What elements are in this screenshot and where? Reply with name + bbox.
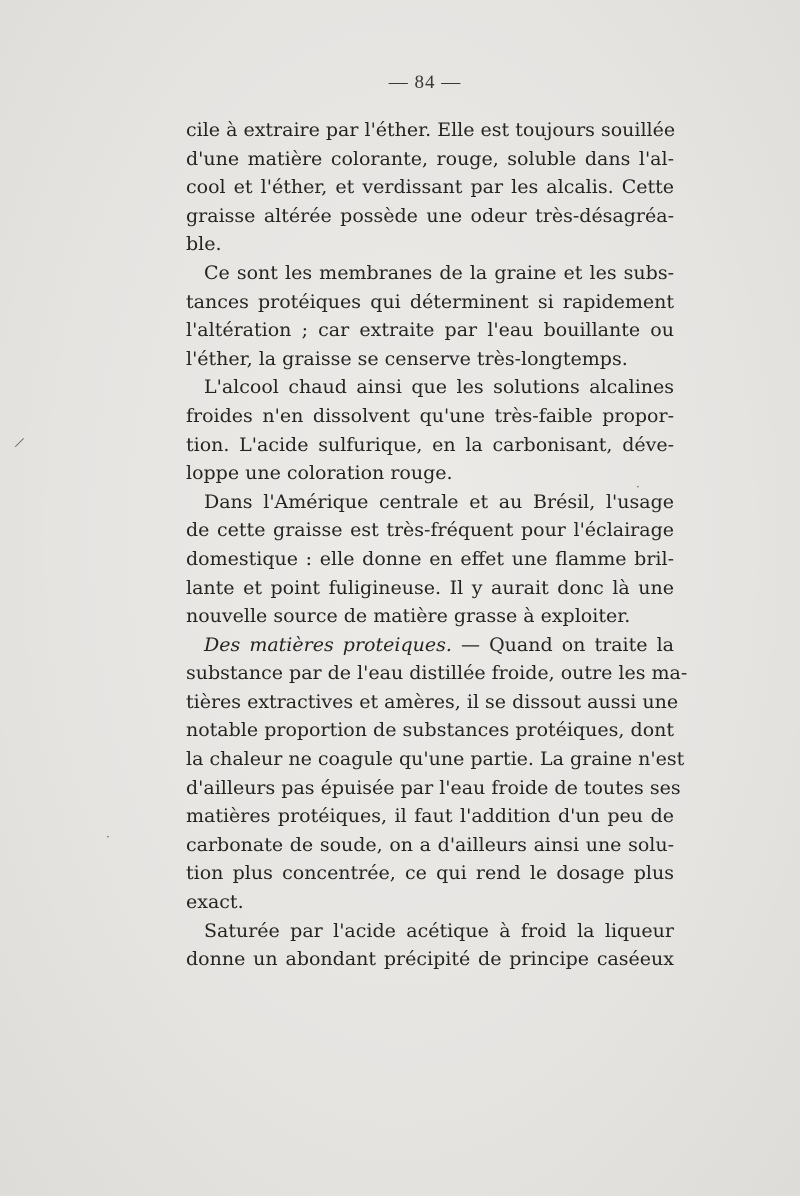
paragraph (186, 259, 674, 373)
text-line: graisse altérée possède une odeur très-désagréa- (186, 204, 674, 227)
text-line: d'une matière colorante, rouge, soluble dans l'al- (186, 147, 674, 170)
text-line (186, 631, 674, 660)
text-line: nouvelle source de matière grasse à exploiter. (186, 605, 631, 628)
page-number: — 84 — (388, 72, 462, 93)
text-line: l'éther, la graisse se censerve très-longtemps. (186, 347, 628, 370)
text-line: domestique : elle donne en effet une flamme bril- (186, 547, 674, 570)
text-line: l'altération ; car extraite par l'eau bouillante ou (186, 319, 674, 342)
text-line: tances protéiques qui déterminent si rapidement (186, 290, 674, 313)
text-line: Ce sont les membranes de la graine et les subs- (204, 261, 674, 284)
text-line: cile à extraire par l'éther. Elle est toujours souillée (186, 119, 676, 141)
text-line: d'ailleurs pas épuisée par l'eau froide de toutes ses (186, 776, 681, 799)
paragraph (186, 373, 674, 487)
paragraph (186, 917, 674, 974)
text-line: de cette graisse est très-fréquent pour l'éclairage (186, 519, 674, 542)
paragraph (186, 116, 674, 259)
text-line: tion. L'acide sulfurique, en la carbonisant, déve- (186, 433, 674, 456)
text-line: carbonate de soude, on a d'ailleurs ainsi une solu- (186, 833, 674, 856)
text-line: Saturée par l'acide acétique à froid la liqueur (204, 919, 674, 942)
text-line: matières protéiques, il faut l'addition d'un peu de (186, 805, 674, 828)
paragraph (186, 488, 674, 631)
margin-dot: · (106, 830, 110, 844)
margin-dot: · (636, 480, 640, 494)
text-line: tion plus concentrée, ce qui rend le dosage plus (186, 862, 674, 885)
text-line: Dans l'Amérique centrale et au Brésil, l'usage (204, 490, 674, 513)
text-line: loppe une coloration rouge. (186, 462, 453, 485)
text-line: cool et l'éther, et verdissant par les alcalis. Cette (186, 176, 674, 199)
text-line: substance par de l'eau distillée froide, outre les ma- (186, 662, 688, 685)
text-line: L'alcool chaud ainsi que les solutions alcalines (204, 376, 674, 399)
text-line: ble. (186, 233, 222, 256)
text-line: la chaleur ne coagule qu'une partie. La graine n'est (186, 748, 685, 771)
text-line: tières extractives et amères, il se dissout aussi une (186, 690, 679, 713)
text-line: notable proportion de substances protéiques, dont (186, 719, 674, 742)
text-line: lante et point fuligineuse. Il y aurait donc là une (186, 576, 674, 599)
margin-mark: | (13, 435, 27, 449)
text-line: froides n'en dissolvent qu'une très-faible propor- (186, 404, 674, 427)
section-heading: Des matières proteiques. (204, 633, 452, 656)
text-line: donne un abondant précipité de principe caséeux (186, 948, 674, 971)
text-line: exact. (186, 891, 244, 914)
text-fragment: — Quand on traite la (451, 633, 674, 656)
body-text (186, 116, 688, 974)
paragraph (186, 631, 688, 917)
